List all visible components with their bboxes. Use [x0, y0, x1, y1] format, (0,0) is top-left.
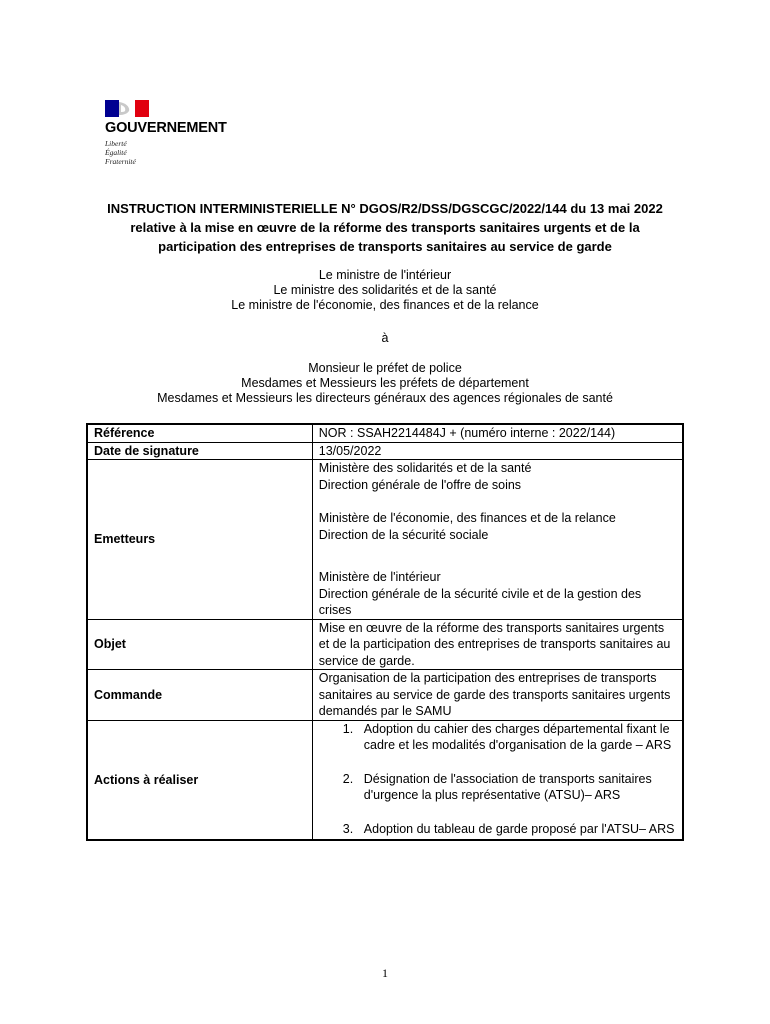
emitters-value: [312, 460, 683, 620]
motto-line: Égalité: [105, 148, 127, 157]
recipient-line: Mesdames et Messieurs les préfets de département: [241, 376, 529, 390]
action-number: 3.: [342, 821, 354, 836]
action-number: 1.: [342, 721, 354, 736]
minister-line: Le ministre de l'économie, des finances et de la relance: [231, 298, 539, 312]
table-row-signature-date: [87, 442, 683, 460]
government-logo: [105, 100, 255, 166]
reference-label: Référence: [87, 424, 312, 442]
order-value: Organisation de la participation des entreprises de transports sanitaires au service de garde des transports sanitaires urgents demandés par le SAMU: [312, 670, 683, 721]
action-text: Désignation de l'association de transports sanitaires d'urgence la plus représentative (ATSU)– ARS: [363, 771, 652, 802]
emitters-label: Emetteurs: [87, 460, 312, 620]
action-number: 2.: [342, 771, 354, 786]
logo-wordmark: GOUVERNEMENT: [105, 120, 227, 136]
actions-value: [312, 720, 683, 840]
list-item: [319, 721, 676, 754]
table-row-emitters: [87, 460, 683, 620]
signature-date-value: 13/05/2022: [312, 442, 683, 460]
subject-value: Mise en œuvre de la réforme des transports sanitaires urgents et de la participation des entreprises de transports sanitaires au service de garde.: [312, 619, 683, 670]
marianne-flag-icon: [105, 100, 149, 117]
emitter-direction: Direction générale de la sécurité civile et de la gestion des crises: [318, 586, 642, 617]
subject-label: Objet: [87, 619, 312, 670]
table-row-actions: [87, 720, 683, 840]
recipients-block: [85, 361, 685, 406]
emitter-ministry: Ministère de l'intérieur: [318, 570, 441, 584]
instruction-info-table: [86, 423, 684, 841]
emitter-ministry: Ministère des solidarités et de la santé: [318, 461, 532, 475]
list-item: [319, 771, 676, 804]
order-label: Commande: [87, 670, 312, 721]
action-text: Adoption du cahier des charges départemental fixant le cadre et les modalités d'organisation de la garde – ARS: [363, 721, 672, 752]
addressed-to: à: [381, 331, 389, 345]
minister-line: Le ministre des solidarités et de la santé: [273, 283, 497, 297]
emitter-ministry: Ministère de l'économie, des finances et de la relance: [318, 511, 616, 525]
ministers-block: [85, 268, 685, 313]
table-row-subject: [87, 619, 683, 670]
motto-line: Liberté: [105, 139, 127, 148]
recipient-line: Mesdames et Messieurs les directeurs généraux des agences régionales de santé: [157, 391, 613, 405]
reference-value: NOR : SSAH2214484J + (numéro interne : 2022/144): [312, 424, 683, 442]
logo-motto: [105, 139, 255, 166]
recipient-line: Monsieur le préfet de police: [308, 361, 462, 375]
table-row-reference: [87, 424, 683, 442]
list-item: [319, 821, 676, 838]
actions-label: Actions à réaliser: [87, 720, 312, 840]
table-row-order: [87, 670, 683, 721]
motto-line: Fraternité: [105, 157, 136, 166]
signature-date-label: Date de signature: [87, 442, 312, 460]
page-number: 1: [382, 966, 388, 980]
emitter-direction: Direction générale de l'offre de soins: [318, 477, 522, 492]
action-text: Adoption du tableau de garde proposé par l'ATSU– ARS: [363, 821, 675, 836]
actions-list: [319, 721, 676, 838]
emitter-direction: Direction de la sécurité sociale: [318, 527, 489, 542]
document-title: INSTRUCTION INTERMINISTERIELLE N° DGOS/R2/DSS/DGSCGC/2022/144 du 13 mai 2022 relative à la mise en œuvre de la réforme des transports sanitaires urgents et de la participation des entreprises de transports sanitaires au service de garde: [107, 201, 663, 254]
minister-line: Le ministre de l'intérieur: [318, 268, 452, 282]
